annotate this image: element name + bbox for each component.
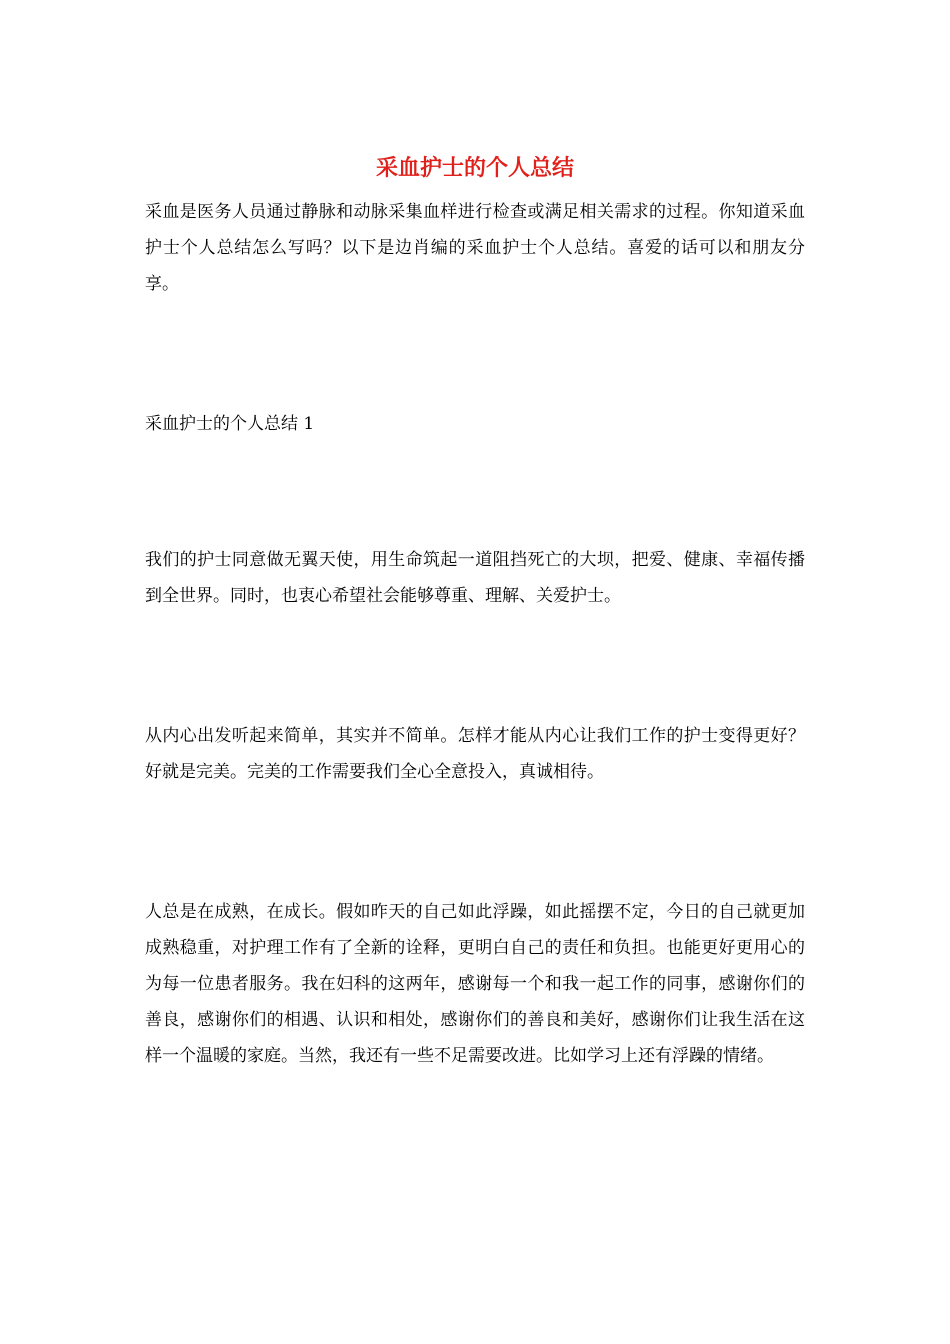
document-title: 采血护士的个人总结 bbox=[375, 155, 574, 181]
intro-paragraph: 采血是医务人员通过静脉和动脉采集血样进行检查或满足相关需求的过程。你知道采血护士个人总结怎么写吗？以下是边肖编的采血护士个人总结。喜爱的话可以和朋友分享。 bbox=[145, 202, 805, 294]
body-paragraph-1: 我们的护士同意做无翼天使，用生命筑起一道阻挡死亡的大坝，把爱、健康、幸福传播到全世界。同时，也衷心希望社会能够尊重、理解、关爱护士。 bbox=[145, 550, 805, 606]
body-paragraph-3: 人总是在成熟，在成长。假如昨天的自己如此浮躁，如此摇摆不定，今日的自己就更加成熟稳重，对护理工作有了全新的诠释，更明白自己的责任和负担。也能更好更用心的为每一位患者服务。我在妇科的这两年，感谢每一个和我一起工作的同事，感谢你们的善良，感谢你们的相遇、认识和相处，感谢你们的善良和美好，感谢你们让我生活在这样一个温暖的家庭。当然，我还有一些不足需要改进。比如学习上还有浮躁的情绪。 bbox=[145, 902, 805, 1066]
section-heading: 采血护士的个人总结 1 bbox=[145, 414, 315, 434]
body-paragraph-2: 从内心出发听起来简单，其实并不简单。怎样才能从内心让我们工作的护士变得更好？好就是完美。完美的工作需要我们全心全意投入，真诚相待。 bbox=[145, 726, 805, 782]
